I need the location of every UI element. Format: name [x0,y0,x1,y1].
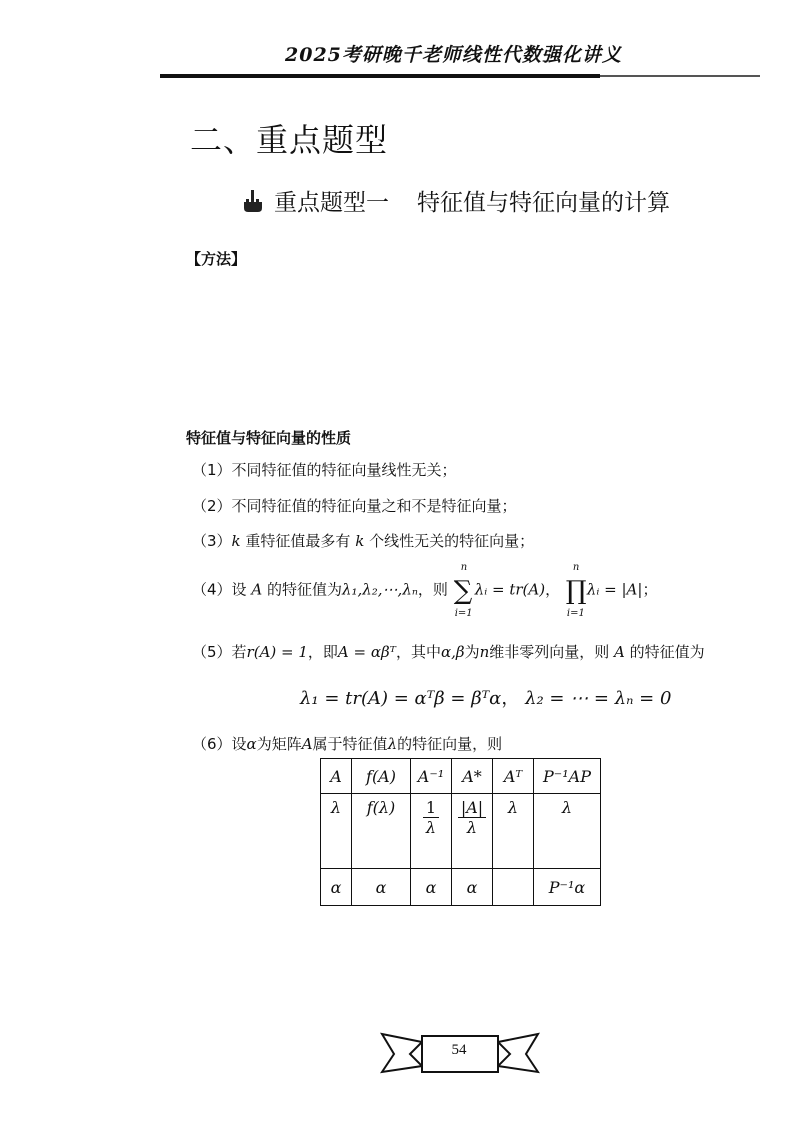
p6-alpha: α [246,735,257,753]
page-number: 54 [451,1042,467,1058]
table-cell [493,869,534,906]
table-cell-inverse [411,794,452,869]
fraction-denominator: λ [466,818,478,837]
sum-upper: n [460,562,468,573]
p5-vars: α,β [440,643,465,661]
p5-prefix: （5）若 [192,643,247,661]
table-header-cell: P⁻¹AP [534,759,601,794]
sum-lower: i=1 [454,608,473,619]
product-expression: λᵢ = |A| [586,580,643,599]
p6-mid2: 属于特征值 [312,735,388,753]
property-4 [192,562,658,619]
p6-suffix: 的特征向量，则 [397,735,503,753]
table-header-cell: Aᵀ [493,759,534,794]
properties-heading: 特征值与特征向量的性质 [186,429,352,447]
p5-mid4: 维非零列向量，则 [489,643,610,661]
p5-equation [300,684,671,710]
sum-symbol [453,562,475,619]
sum-glyph: ∑ [453,576,473,606]
table-cell: α [321,869,352,906]
p5-rank-condition: r(A) = 1 [246,643,308,661]
p5-n: n [479,643,490,661]
table-cell: λ [534,794,601,869]
table-cell: λ [321,794,352,869]
p3-mid: 重特征值最多有 [245,532,351,550]
fraction-denominator: λ [425,818,437,837]
table-cell-adjoint [452,794,493,869]
property-3 [192,530,534,551]
p5-mid1: ，即 [307,643,338,661]
p4-A: A [251,580,263,599]
eigen-properties-table [320,758,601,906]
running-header: 2025考研晚千老师线性代数强化讲义 [285,44,622,66]
table-header-cell: A* [452,759,493,794]
p4-then: ，则 [417,580,448,599]
topic-title: 特征值与特征向量的计算 [417,190,670,216]
p5-eq-right: λ₂ = ⋯ = λₙ = 0 [525,688,672,709]
section-title: 二、重点题型 [190,121,389,159]
p5-suffix: 的特征值为 [629,643,705,661]
p4-eigenvalues: λ₁,λ₂,⋯,λₙ [341,580,418,599]
table-header-cell: f(A) [352,759,411,794]
table-eigenvector-row [321,869,601,906]
table-cell: α [411,869,452,906]
p3-suffix: 个线性无关的特征向量； [369,532,535,550]
sum-expression: λᵢ = tr(A) [474,580,546,599]
property-6 [192,733,502,754]
topic-heading [240,184,670,217]
table-header-row [321,759,601,794]
p3-k2: k [355,532,365,550]
p5-form: A = αβᵀ [337,643,396,661]
p6-lambda: λ [387,735,398,753]
table-cell: λ [493,794,534,869]
fraction-numerator: |A| [458,798,486,818]
p5-A: A [614,643,625,661]
table-cell: P⁻¹α [534,869,601,906]
product-symbol [565,562,587,619]
p5-eq-left: λ₁ = tr(A) = αᵀβ = βᵀα [300,688,502,709]
p5-mid3: 为 [464,643,480,661]
table-cell: f(λ) [352,794,411,869]
p4-mid: 的特征值为 [266,580,342,599]
p3-k: k [231,532,241,550]
p6-A: A [301,735,313,753]
method-label: 【方法】 [186,250,247,268]
table-header-cell: A⁻¹ [411,759,452,794]
p4-end: ； [642,580,658,599]
p6-prefix: （6）设 [192,735,247,753]
property-5 [192,641,705,662]
p5-eq-sep: ， [501,688,520,709]
property-2: （2）不同特征值的特征向量之和不是特征向量； [192,497,517,515]
inverse-fraction [423,798,439,837]
table-cell: α [352,869,411,906]
prod-upper: n [572,562,580,573]
p6-mid1: 为矩阵 [256,735,302,753]
property-1: （1）不同特征值的特征向量线性无关； [192,461,457,479]
table-eigenvalue-row [321,794,601,869]
header-rule-thick [160,74,600,78]
table-cell: α [452,869,493,906]
hand-pointer-icon [240,188,266,214]
p4-prefix: （4）设 [192,580,247,599]
prod-glyph: ∏ [565,576,587,606]
table-header-cell: A [321,759,352,794]
p3-prefix: （3） [192,532,232,550]
adjoint-fraction [458,798,486,837]
p4-sep: ， [545,580,561,599]
topic-label: 重点题型一 [274,190,389,216]
p5-mid2: ，其中 [395,643,441,661]
prod-lower: i=1 [566,608,585,619]
fraction-numerator: 1 [423,798,439,818]
